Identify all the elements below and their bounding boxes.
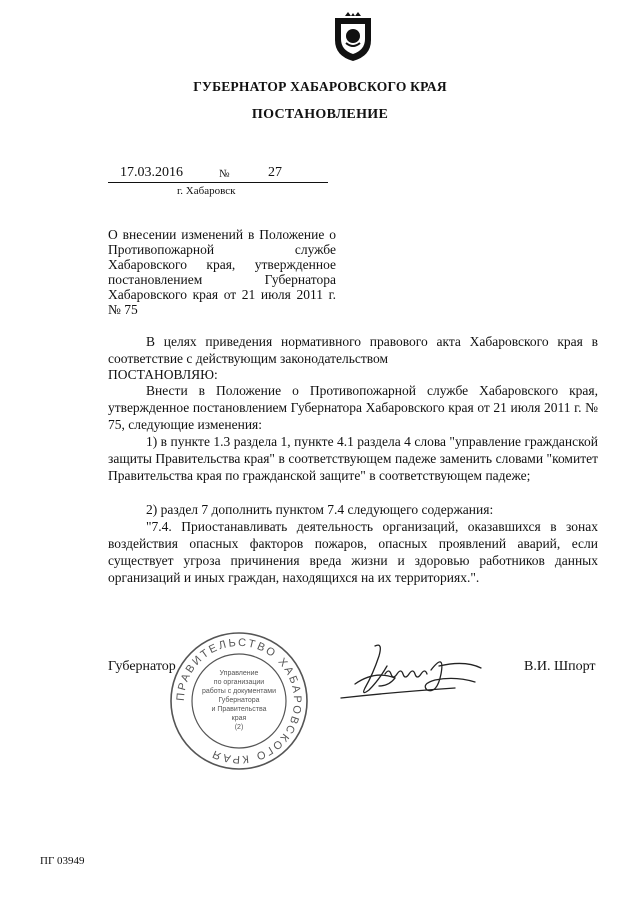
date-underline	[108, 182, 328, 183]
document-city: г. Хабаровск	[177, 185, 236, 197]
official-stamp	[168, 630, 310, 772]
body-paragraph-item-2: 2) раздел 7 дополнить пунктом 7.4 следующего содержания:	[146, 502, 494, 517]
signer-name: В.И. Шпорт	[524, 659, 596, 674]
stamp-outer-text: ПРАВИТЕЛЬСТВО ХАБАРОВСКОГО КРАЯ	[174, 636, 304, 766]
number-sign: №	[219, 168, 230, 180]
body-paragraph-preamble: В целях приведения нормативного правового акта Хабаровского края в соответствие с действующим законодательством	[108, 334, 598, 366]
document-type: ПОСТАНОВЛЕНИЕ	[251, 107, 389, 122]
signer-title: Губернатор	[108, 659, 176, 674]
document-date: 17.03.2016	[120, 165, 183, 180]
stamp-line: по организации	[213, 679, 265, 686]
coat-of-arms-emblem	[331, 12, 375, 62]
handwritten-signature	[335, 640, 485, 710]
stamp-line: работы с документами	[201, 688, 277, 695]
stamp-line: Губернатора	[218, 697, 260, 704]
stamp-line: (2)	[234, 724, 244, 731]
document-subject: О внесении изменений в Положение о Противопожарной службе Хабаровского края, утвержденное постановлением Губернатора Хабаровского края от 21 июля 2011 г. № 75	[108, 227, 336, 317]
body-paragraph-clause-7-4: "7.4. Приостанавливать деятельность организаций, оказавшихся в зонах воздействия опасных факторов пожаров, опасных проявлений аварий, если существует угроза причинения вреда жизни и здоровью работников данных организаций и иных граждан, находящихся на их территориях.".	[108, 519, 598, 585]
body-paragraph-amend: Внести в Положение о Противопожарной службе Хабаровского края, утвержденное постановлением Губернатора Хабаровского края от 21 июля 2011 г. № 75, следующие изменения:	[108, 383, 598, 432]
stamp-line: и Правительства	[211, 706, 267, 713]
body-paragraph-item-1: 1) в пункте 1.3 раздела 1, пункте 4.1 раздела 4 слова "управление гражданской защиты Правительства края" в соответствующем падеже заменить словами "комитет Правительства края по гражданской защите" в соответствующем падеже;	[108, 434, 598, 483]
issuer-title: ГУБЕРНАТОР ХАБАРОВСКОГО КРАЯ	[193, 79, 447, 94]
document-number: 27	[268, 165, 282, 180]
footer-code: ПГ 03949	[40, 855, 85, 867]
body-paragraph-resolve: ПОСТАНОВЛЯЮ:	[108, 367, 218, 382]
stamp-line: края	[231, 715, 247, 722]
stamp-line: Управление	[219, 670, 259, 677]
